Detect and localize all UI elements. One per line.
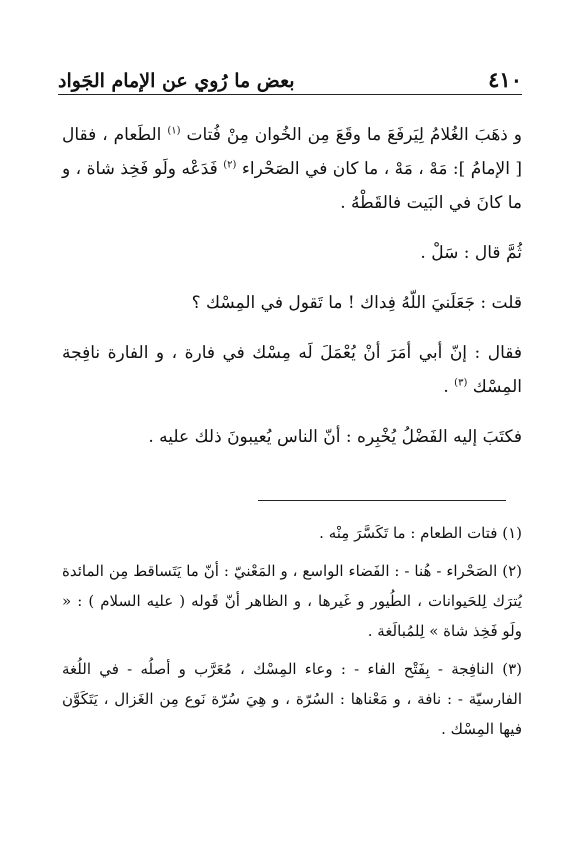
line-4: ثُمَّ قال : سَلْ . bbox=[420, 243, 522, 263]
footnote-1: (١) فتات الطعام : ما تَكَسَّرَ مِنْه . bbox=[319, 524, 522, 542]
line-6: فقال : إنّ أبي أمَرَ أنْ يُعْمَلَ لَه مِسْك في فارة ، bbox=[171, 343, 522, 363]
line-9: عليه . bbox=[148, 427, 190, 447]
paragraph-3 bbox=[62, 286, 522, 320]
paragraph-5 bbox=[62, 420, 522, 454]
footnote-3 bbox=[62, 654, 522, 744]
footnote-2-line-4: لِلمُبالَغة . bbox=[367, 622, 425, 640]
header-rule bbox=[58, 94, 522, 95]
footnote-2-line-2: يَتَساقط مِن المائدة يُترَك لِلحَيوانات ، الطُيور و غَيرها ، bbox=[62, 562, 522, 610]
paragraph-1 bbox=[62, 118, 522, 220]
footnote-2 bbox=[62, 556, 522, 646]
page-number: ٤١٠ bbox=[488, 67, 522, 92]
footnote-3-line-3: نَوع مِن الغَزال ، يَتَكَوَّن فيها المِسْك . bbox=[62, 690, 522, 738]
footnote-3-line-2: اللُغة الفارسيّة - : نافة ، و مَعْناها : السُرّة ، و هِيَ سُرّة bbox=[62, 660, 523, 708]
footnote-3-line-1: (٣) النافِجة - بِفَتْح الفاء - : وعاء المِسْك ، مُعَرَّب و أصلُه - في bbox=[99, 660, 522, 678]
line-5: قلت : جَعَلَنيَ اللّهُ فِداك ! ما تَقول في المِسْك ؟ bbox=[191, 293, 522, 313]
footnote-2-line-1: (٢) الصَحْراء - هُنا - : الفَضاء الواسع ، و المَعْنيّ : أنّ ما bbox=[186, 562, 522, 580]
page-header bbox=[58, 64, 522, 92]
paragraph-4: فقال : إنّ أبي أمَرَ أنْ يُعْمَلَ لَه مِسْك في فارة ، و الفارة نافِجة المِسْك $^{(٣)}$ . bbox=[62, 343, 522, 397]
main-text bbox=[62, 118, 522, 464]
footnote-2-line-3: و الظاهر أنّ قَوله ( عليه السلام ) : « ولَو فَخِذ شاة » bbox=[62, 592, 522, 640]
line-3: فَدَعْه ولَو فَخِذ شاة ، و ما كانَ في البَيت فالقَطْهُ . bbox=[62, 159, 522, 213]
line-8: فكتَبَ إليه الفَضْلُ يُخْبِره : أنّ الناس يُعيبونَ ذلك bbox=[194, 427, 522, 447]
footnotes bbox=[62, 518, 522, 752]
footnote-ref-3: (٣) bbox=[454, 377, 468, 389]
running-title: بعض ما رُوي عن الإمام الجَواد bbox=[58, 70, 295, 92]
paragraph-2 bbox=[62, 236, 522, 270]
line-2: الطَعام ، فقال [ الإمامُ ]: مَهْ ، مَهْ ، ما كان في الصَحْراء bbox=[62, 125, 523, 179]
line-7: و الفارة نافِجة المِسْك bbox=[62, 343, 522, 397]
footnote-rule bbox=[258, 500, 506, 501]
footnote-ref-1: (١) bbox=[167, 125, 181, 137]
line-1: و ذهَبَ الغُلامُ لِيَرفَعَ ما وقَعَ مِن الخُوان مِنْ فُتات bbox=[186, 125, 522, 145]
footnote-ref-2: (٢) bbox=[223, 159, 237, 171]
